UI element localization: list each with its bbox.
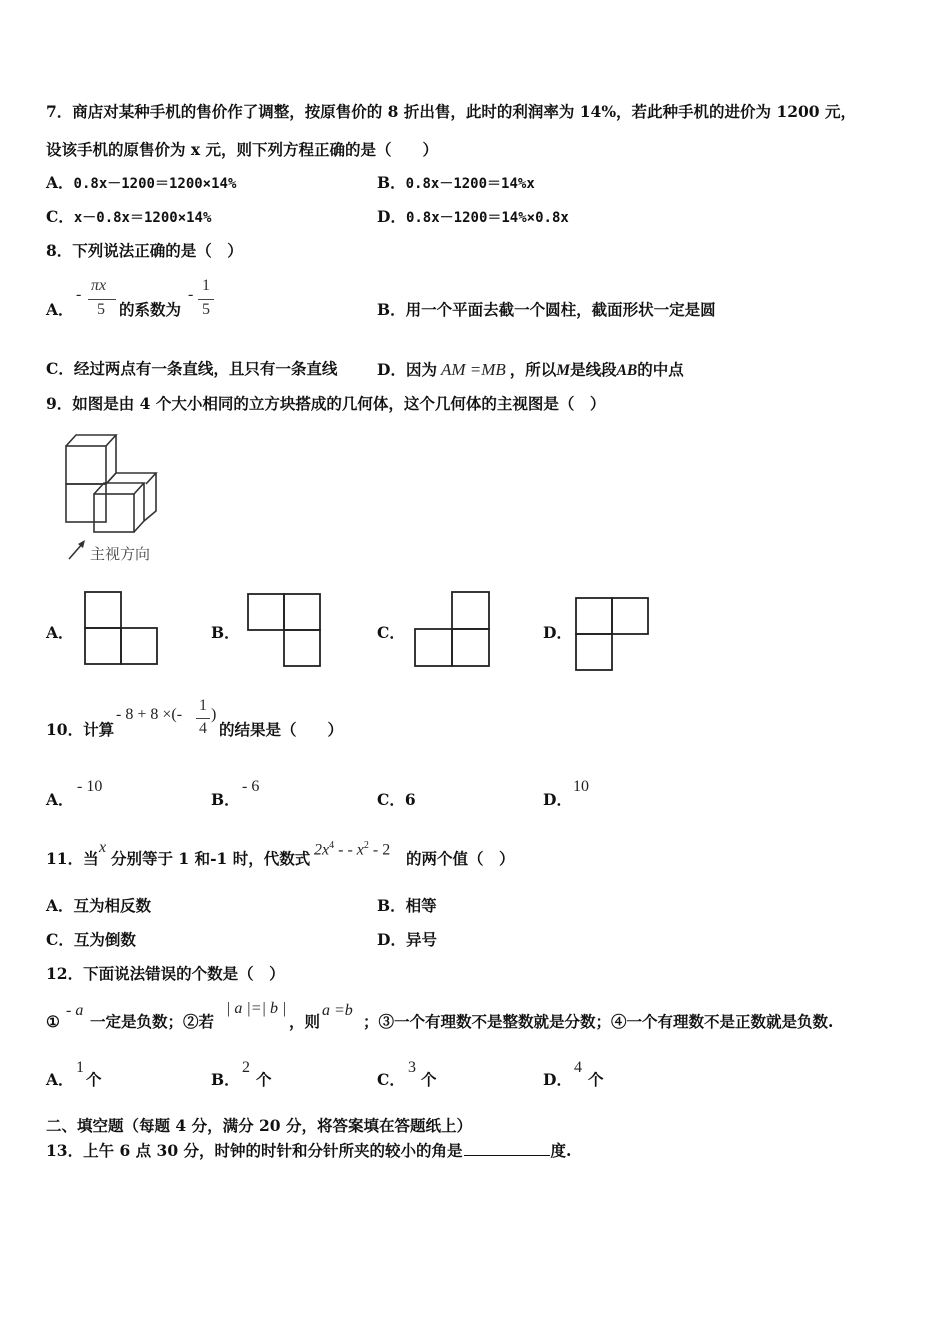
q12-option-b-num: 2 [242, 1059, 250, 1076]
q12-stem: 12．下面说法错误的个数是（ ） [46, 964, 285, 983]
q12-option-c-letter: C． [377, 1070, 405, 1089]
q9-option-a-shape [84, 591, 158, 665]
q12-option-c-num: 3 [408, 1059, 416, 1076]
q7-stem-line2: 设该手机的原售价为 x 元，则下列方程正确的是（ ） [46, 140, 439, 159]
fraction-denominator: 5 [202, 301, 210, 318]
q10-option-c: C．6 [377, 790, 416, 809]
q10-option-b-value: - 6 [242, 778, 260, 795]
q10-expression: - 8 + 8 ×(- [116, 706, 183, 723]
q9-direction-label: 主视方向 [90, 545, 151, 563]
q12-option-a-num: 1 [76, 1059, 84, 1076]
q10-option-b-letter: B． [211, 790, 240, 809]
q8-option-a-fraction2 [198, 278, 214, 322]
q7-option-d: D．0.8x－1200＝14%×0.8x [377, 207, 569, 226]
q9-option-c-letter: C． [377, 623, 405, 642]
q8-option-a-letter: A． [46, 300, 74, 319]
q12-math-abs: | a |=| b | [226, 1000, 287, 1017]
q7-option-a: A．0.8x－1200＝1200×14% [46, 173, 237, 192]
q11-option-d: D．异号 [377, 930, 437, 949]
q9-option-b-letter: B． [211, 623, 240, 642]
q11-option-c: C．互为倒数 [46, 930, 136, 949]
q12-option-b-unit: 个 [256, 1070, 272, 1089]
arrow-icon [66, 538, 90, 562]
q9-option-a-letter: A． [46, 623, 74, 642]
q9-cube-figure [60, 430, 170, 540]
q10-stem-suffix: 的结果是（ ） [219, 720, 344, 739]
fraction-numerator: πx [91, 277, 107, 294]
q7-option-c: C．x－0.8x＝1200×14% [46, 207, 212, 226]
q10-stem-prefix: 10．计算 [46, 720, 115, 739]
fraction-denominator: 4 [199, 720, 207, 737]
q10-option-a-value: - 10 [77, 778, 103, 795]
q8-option-a-minus2: - [188, 286, 194, 303]
q12-option-b-letter: B． [211, 1070, 240, 1089]
q12-math-a-eq-b: a =b [322, 1002, 353, 1019]
q8-option-a-fraction [88, 278, 116, 322]
q8-option-a-minus: - [76, 286, 82, 303]
q12-option-d-num: 4 [574, 1059, 582, 1076]
q12-statement-circle1: ① [46, 1012, 60, 1031]
q11-stem-part3: 的两个值（ ） [406, 849, 515, 868]
q13-answer-blank[interactable] [464, 1155, 550, 1156]
fraction-numerator: 1 [202, 277, 210, 294]
q12-statement-text3: ；③一个有理数不是整数就是分数；④一个有理数不是正数就是负数. [363, 1012, 834, 1031]
q8-option-c: C．经过两点有一条直线，且只有一条直线 [46, 359, 338, 378]
q7-option-b: B．0.8x－1200＝14%x [377, 173, 535, 192]
q9-option-d-shape [575, 597, 649, 671]
fraction-numerator: 1 [199, 697, 207, 714]
q12-statement-text2: ，则 [289, 1012, 321, 1031]
q12-option-a-unit: 个 [86, 1070, 102, 1089]
q8-option-d: D．因为 AM =MB ，所以M是线段AB的中点 [377, 360, 684, 379]
q11-stem-part2: 分别等于 1 和-1 时，代数式 [111, 849, 311, 868]
q13-stem: 13．上午 6 点 30 分，时钟的时针和分针所夹的较小的角是 度. [46, 1141, 572, 1160]
q12-option-d-unit: 个 [588, 1070, 604, 1089]
q8-option-a-text: 的系数为 [119, 300, 182, 319]
q11-option-b: B．相等 [377, 896, 437, 915]
q11-option-a: A．互为相反数 [46, 896, 152, 915]
q11-expression: $2x^4$ - - $x^2 - 2$ [314, 840, 391, 859]
q7-stem-line1: 7．商店对某种手机的售价作了调整，按原售价的 8 折出售，此时的利润率为 14%，若此种手机的进价为 1200 元， [46, 102, 856, 121]
q10-fraction [196, 698, 210, 742]
q10-option-d-value: 10 [573, 778, 589, 795]
q10-option-d-letter: D． [543, 790, 572, 809]
q8-stem: 8．下列说法正确的是（ ） [46, 241, 243, 260]
q12-option-c-unit: 个 [421, 1070, 437, 1089]
q8-option-b: B．用一个平面去截一个圆柱，截面形状一定是圆 [377, 300, 716, 319]
q12-option-d-letter: D． [543, 1070, 572, 1089]
q10-expression-close: ) [211, 706, 217, 723]
q9-stem: 9．如图是由 4 个大小相同的立方块搭成的几何体，这个几何体的主视图是（ ） [46, 394, 606, 413]
q10-option-a-letter: A． [46, 790, 74, 809]
q9-option-d-letter: D． [543, 623, 572, 642]
q12-option-a-letter: A． [46, 1070, 74, 1089]
q11-variable-x: x [99, 839, 107, 856]
section-2-title: 二、填空题（每题 4 分，满分 20 分，将答案填在答题纸上） [46, 1116, 472, 1135]
q9-option-c-shape [414, 591, 490, 667]
fraction-denominator: 5 [97, 301, 105, 318]
q9-option-b-shape [247, 593, 321, 667]
q12-statement-text1: 一定是负数；②若 [90, 1012, 215, 1031]
q12-math-neg-a: - a [66, 1002, 84, 1019]
q11-stem-part1: 11．当 [46, 849, 99, 868]
